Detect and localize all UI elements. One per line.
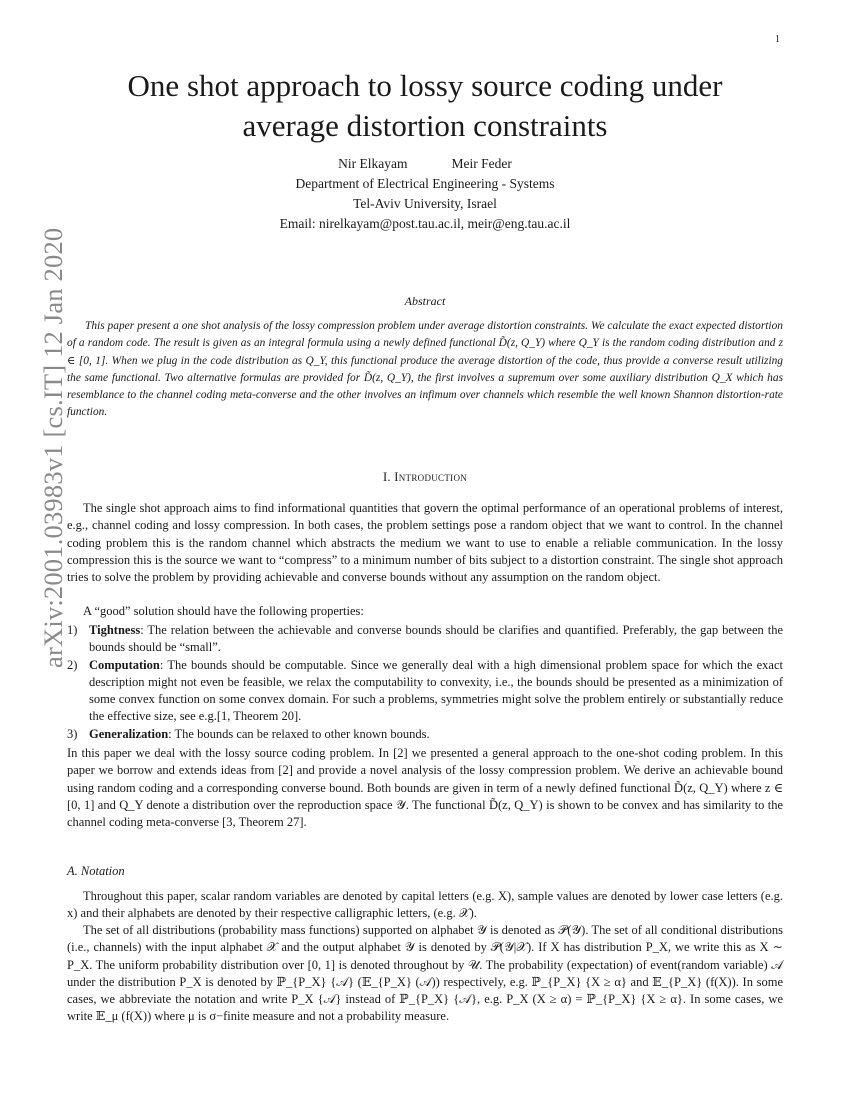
list-item-text: : The relation between the achievable and converse bounds should be clarifies and quantified. Preferably, the gap between the bounds should be “small”. [89, 623, 783, 655]
list-item-number: 1) [67, 623, 78, 637]
list-item-term: Generalization [89, 726, 169, 741]
author-name: Nir Elkayam [338, 156, 408, 171]
section-title: Introduction [394, 470, 468, 484]
list-item [67, 622, 783, 657]
intro-paragraph-1: The single shot approach aims to find informational quantities that govern the optimal performance of an operational problems of interest, e.g., channel coding and lossy compression. In both cases, the problem settings pose a random object that we want to control. In the channel coding problem this is the random channel which abstracts the medium we want to use to enable a reliable communication. In the lossy compression this is the source we want to “compress” to a minimum number of bits subject to a distortion constraint. The single shot approach tries to solve the problem by providing achievable and converse bounds without any assumption on the random object. [67, 501, 783, 585]
list-item-text: : The bounds should be computable. Since we generally deal with a high dimensional problem space for which the exact description might not even be feasible, we relax the computability to convexity, i.e., the bounds should be presented as a minimization of some convex function on some convex domain. For such a problems, symmetries might solve the problem entirely or substantially reduce the effective size, see e.g.[1, Theorem 20]. [89, 657, 783, 724]
notation-paragraph-2: The set of all distributions (probability mass functions) supported on alphabet 𝒴 is denoted as 𝒫(𝒴). The set of all conditional distributions (i.e., channels) with the input alphabet 𝒳 and the output alphabet 𝒴 is denoted by 𝒫(𝒴|𝒳). If X has distribution P_X, we write this as X ∼ P_X. The uniform probability distribution over [0, 1] is denoted throughout by 𝒰. The probability (expectation) of event(random variable) 𝒜 under the distribution P_X is denoted by ℙ_{P_X} {𝒜} (𝔼_{P_X} (𝒜)) respectively, e.g. ℙ_{P_X} {X ≥ α} and 𝔼_{P_X} (f(X)). In some cases, we abbreviate the notation and write P_X {𝒜} instead of ℙ_{P_X} {𝒜}, e.g. P_X (X ≥ α) = ℙ_{P_X} {X ≥ α}. In some cases, we write 𝔼_μ (f(X)) where μ is σ−finite measure and not a probability measure. [67, 923, 783, 1024]
email-line: Email: nirelkayam@post.tau.ac.il, meir@eng.tau.ac.il [279, 216, 571, 231]
list-item [67, 657, 783, 726]
author-names [100, 154, 750, 174]
list-item-term: Tightness [89, 623, 141, 637]
paper-title [60, 66, 790, 146]
abstract-text: This paper present a one shot analysis of the lossy compression problem under average distortion constraints. We calculate the exact expected distortion of a random code. The result is given as an integral formula using a newly defined functional D̃(z, Q_Y) where Q_Y is the random coding distribution and z ∈ [0, 1]. When we plug in the code distribution as Q_Y, this functional produce the average distortion of the code, thus provide a converse result utilizing the same functional. Two alternative formulas are provided for D̃(z, Q_Y), the first involves a supremum over some auxiliary distribution Q_X which has resemblance to the channel coding meta-converse and the other involves an infimum over channels which resemble the well known Shannon distortion-rate function. [67, 320, 783, 419]
affiliation-university: Tel-Aviv University, Israel [353, 196, 497, 211]
author-name: Meir Feder [451, 156, 512, 171]
arxiv-sidebar-stamp: arXiv:2001.03983v1 [cs.IT] 12 Jan 2020 [38, 227, 68, 668]
affiliation-department: Department of Electrical Engineering - Systems [295, 176, 555, 191]
title-line-1: One shot approach to lossy source coding under [127, 68, 723, 103]
subsection-heading-notation: A. Notation [67, 864, 125, 878]
title-line-2: average distortion constraints [242, 108, 608, 143]
section-heading-introduction [0, 470, 850, 485]
list-item-number: 3) [67, 726, 78, 741]
page-number: 1 [775, 34, 780, 45]
intro-paragraph-2: A “good” solution should have the following properties: [83, 604, 364, 618]
list-item-term: Computation [89, 657, 160, 672]
notation-paragraph-1: Throughout this paper, scalar random variables are denoted by capital letters (e.g. X), sample values are denoted by lower case letters (e.g. x) and their alphabets are denoted by their respective calligraphic letters, (e.g. 𝒳). [67, 889, 783, 921]
section-number: I. [382, 470, 391, 484]
list-item-text: : The bounds can be relaxed to other known bounds. [168, 726, 430, 741]
properties-list [67, 622, 783, 743]
list-item-number: 2) [67, 657, 78, 672]
author-block [100, 154, 750, 234]
intro-paragraph-3: In this paper we deal with the lossy source coding problem. In [2] we presented a general approach to the one-shot coding problem. In this paper we borrow and extends ideas from [2] and provide a novel analysis of the lossy compression problem. We derive an achievable bound using random coding and a corresponding converse bound. Both bounds are given in term of a newly defined functional D̃(z, Q_Y) where z ∈ [0, 1] and Q_Y denote a distribution over the reproduction space 𝒴. The functional D̃(z, Q_Y) is shown to be convex and has similarity to the channel coding meta-converse [3, Theorem 27]. [67, 746, 783, 830]
abstract-heading: Abstract [404, 294, 446, 308]
list-item [67, 726, 783, 743]
